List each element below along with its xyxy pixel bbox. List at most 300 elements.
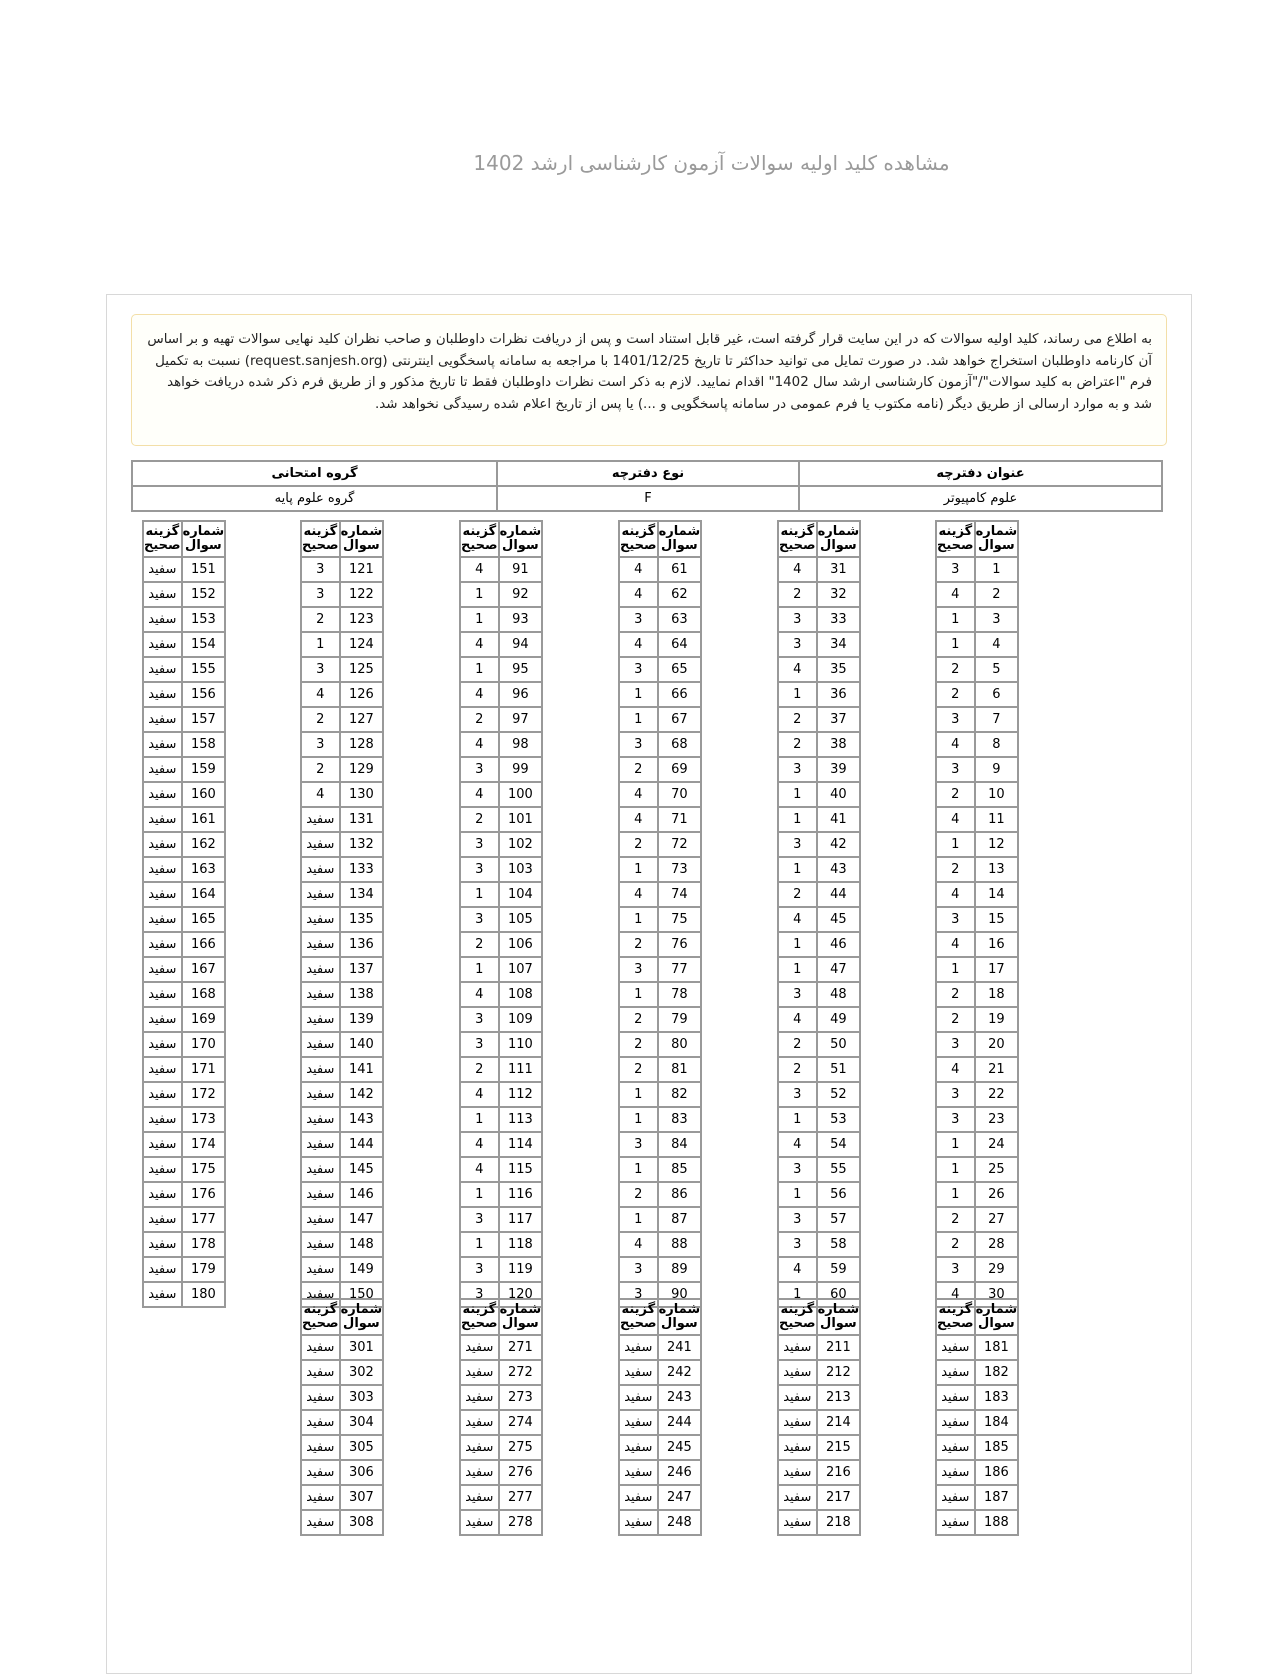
answer-row: [619, 1182, 701, 1207]
correct-option: 3: [936, 907, 975, 932]
page-title: مشاهده کلید اولیه سوالات آزمون کارشناسی ارشد 1402: [473, 151, 950, 175]
correct-option: 1: [460, 1107, 499, 1132]
correct-option: 3: [936, 557, 975, 582]
answer-row: [460, 1360, 542, 1385]
correct-option: 3: [778, 1207, 817, 1232]
question-number-header: [499, 521, 543, 557]
correct-option: سفید: [143, 1107, 182, 1132]
answer-row: [143, 582, 225, 607]
question-number: 51: [817, 1057, 861, 1082]
answer-row: [460, 807, 542, 832]
correct-option: 1: [301, 632, 340, 657]
question-header-word: شماره: [658, 524, 701, 539]
correct-option: 3: [619, 732, 658, 757]
correct-option: سفید: [460, 1335, 499, 1360]
question-number: 24: [975, 1132, 1019, 1157]
answer-row: [778, 582, 860, 607]
answer-row: [619, 1385, 701, 1410]
answer-row: [936, 1360, 1018, 1385]
correct-option: 2: [778, 1057, 817, 1082]
answer-row: [143, 957, 225, 982]
question-number: 33: [817, 607, 861, 632]
answer-key-table-151: [142, 520, 226, 1308]
answer-row: [460, 1007, 542, 1032]
correct-option: 3: [619, 657, 658, 682]
question-number: 139: [340, 1007, 384, 1032]
question-number: 138: [340, 982, 384, 1007]
correct-option: 4: [936, 807, 975, 832]
answer-key-table-121: [300, 520, 384, 1308]
question-number: 89: [658, 1257, 702, 1282]
answer-row: [936, 1257, 1018, 1282]
question-number: 133: [340, 857, 384, 882]
answer-row: [460, 1385, 542, 1410]
answer-row: [778, 1410, 860, 1435]
question-number: 114: [499, 1132, 543, 1157]
answer-row: [778, 1257, 860, 1282]
answer-row: [778, 907, 860, 932]
answer-row: [936, 1485, 1018, 1510]
question-number: 46: [817, 932, 861, 957]
correct-option: 4: [619, 582, 658, 607]
answer-row: [460, 1485, 542, 1510]
question-number: 302: [340, 1360, 384, 1385]
answer-row: [936, 1232, 1018, 1257]
question-number: 144: [340, 1132, 384, 1157]
question-number: 186: [975, 1460, 1019, 1485]
question-number: 36: [817, 682, 861, 707]
question-number: 115: [499, 1157, 543, 1182]
correct-option: 3: [460, 857, 499, 882]
answer-row: [143, 782, 225, 807]
correct-option: سفید: [143, 982, 182, 1007]
correct-option: 4: [460, 1132, 499, 1157]
correct-option: سفید: [143, 732, 182, 757]
question-number: 301: [340, 1335, 384, 1360]
answer-row: [460, 1207, 542, 1232]
correct-option: 1: [619, 982, 658, 1007]
answer-row: [936, 1007, 1018, 1032]
correct-option: 1: [460, 882, 499, 907]
correct-option: سفید: [619, 1460, 658, 1485]
answer-row: [778, 932, 860, 957]
answer-key-header-row: [936, 1299, 1018, 1335]
question-number: 151: [182, 557, 226, 582]
answer-row: [301, 707, 383, 732]
question-number: 63: [658, 607, 702, 632]
question-header-word: شماره: [817, 524, 860, 539]
correct-option: سفید: [460, 1410, 499, 1435]
answer-row: [936, 707, 1018, 732]
correct-option: 2: [778, 1032, 817, 1057]
answer-row: [778, 882, 860, 907]
question-number: 137: [340, 957, 384, 982]
correct-option: سفید: [301, 1257, 340, 1282]
answer-row: [301, 807, 383, 832]
question-number: 162: [182, 832, 226, 857]
answer-row: [619, 582, 701, 607]
answer-row: [301, 982, 383, 1007]
correct-option: سفید: [143, 582, 182, 607]
question-number: 84: [658, 1132, 702, 1157]
answer-row: [301, 1485, 383, 1510]
question-number: 27: [975, 1207, 1019, 1232]
correct-option: سفید: [301, 832, 340, 857]
question-number: 92: [499, 582, 543, 607]
question-number: 134: [340, 882, 384, 907]
answer-row: [301, 1335, 383, 1360]
question-number: 118: [499, 1232, 543, 1257]
correct-option: 3: [619, 1132, 658, 1157]
answer-row: [778, 607, 860, 632]
correct-option: 4: [460, 1082, 499, 1107]
answer-row: [460, 632, 542, 657]
correct-option: سفید: [936, 1385, 975, 1410]
answer-row: [460, 1335, 542, 1360]
answer-row: [619, 1057, 701, 1082]
answer-row: [460, 607, 542, 632]
answer-row: [619, 782, 701, 807]
question-number: 34: [817, 632, 861, 657]
correct-option: 3: [301, 657, 340, 682]
question-number: 53: [817, 1107, 861, 1132]
question-number: 68: [658, 732, 702, 757]
question-number-header: [817, 521, 861, 557]
answer-row: [619, 982, 701, 1007]
exam-group-header: گروه امتحانی: [132, 461, 497, 486]
question-number: 171: [182, 1057, 226, 1082]
answer-row: [936, 657, 1018, 682]
question-number: 22: [975, 1082, 1019, 1107]
question-header-word: شماره: [182, 524, 225, 539]
answer-row: [936, 1460, 1018, 1485]
answer-row: [143, 1032, 225, 1057]
correct-option-header: [778, 521, 817, 557]
question-header-word: شماره: [340, 1302, 383, 1317]
question-number: 88: [658, 1232, 702, 1257]
question-number-header: [658, 1299, 702, 1335]
correct-option: 3: [301, 732, 340, 757]
answer-row: [301, 782, 383, 807]
question-number: 212: [817, 1360, 861, 1385]
answer-row: [778, 807, 860, 832]
answer-row: [936, 1207, 1018, 1232]
correct-option-header: [301, 521, 340, 557]
question-number: 176: [182, 1182, 226, 1207]
answer-row: [778, 1207, 860, 1232]
answer-row: [619, 1435, 701, 1460]
correct-option: 3: [460, 1257, 499, 1282]
correct-option: 2: [460, 1057, 499, 1082]
answer-row: [936, 782, 1018, 807]
correct-option: 2: [778, 707, 817, 732]
correct-option: 3: [936, 1032, 975, 1057]
correct-option: سفید: [301, 1132, 340, 1157]
answer-row: [619, 882, 701, 907]
answer-row: [778, 757, 860, 782]
question-number: 120: [499, 1282, 543, 1307]
question-number: 158: [182, 732, 226, 757]
question-number: 71: [658, 807, 702, 832]
correct-option: سفید: [143, 807, 182, 832]
question-number: 2: [975, 582, 1019, 607]
correct-option-header: [301, 1299, 340, 1335]
answer-key-header-row: [778, 1299, 860, 1335]
correct-option: 1: [936, 1182, 975, 1207]
answer-row: [143, 1082, 225, 1107]
answer-row: [301, 1460, 383, 1485]
correct-option: 4: [460, 732, 499, 757]
answer-row: [460, 1257, 542, 1282]
question-number: 103: [499, 857, 543, 882]
question-number: 61: [658, 557, 702, 582]
question-number: 273: [499, 1385, 543, 1410]
correct-option: 2: [936, 982, 975, 1007]
answer-row: [301, 1057, 383, 1082]
question-number: 130: [340, 782, 384, 807]
answer-key-table-271: [459, 1298, 543, 1536]
question-number: 116: [499, 1182, 543, 1207]
answer-row: [143, 1132, 225, 1157]
answer-row: [460, 657, 542, 682]
answer-row: [301, 1132, 383, 1157]
answer-key-table-91: [459, 520, 543, 1308]
correct-option: سفید: [778, 1485, 817, 1510]
booklet-type-header: نوع دفترچه: [497, 461, 799, 486]
answer-row: [936, 757, 1018, 782]
correct-option: 4: [936, 882, 975, 907]
answer-row: [143, 832, 225, 857]
correct-option: 3: [936, 757, 975, 782]
answer-row: [619, 1257, 701, 1282]
answer-header-word: گزینه: [621, 524, 656, 539]
answer-key-header-row: [619, 1299, 701, 1335]
question-number: 54: [817, 1132, 861, 1157]
answer-row: [619, 757, 701, 782]
question-number: 91: [499, 557, 543, 582]
correct-option: سفید: [143, 1182, 182, 1207]
correct-option: 2: [619, 1007, 658, 1032]
question-number: 248: [658, 1510, 702, 1535]
question-number: 129: [340, 757, 384, 782]
correct-option: 1: [460, 957, 499, 982]
question-number: 108: [499, 982, 543, 1007]
correct-option: 4: [460, 782, 499, 807]
correct-option: 1: [619, 1157, 658, 1182]
question-number: 104: [499, 882, 543, 907]
correct-option: 4: [778, 557, 817, 582]
correct-option: 4: [301, 682, 340, 707]
correct-option: 3: [778, 1157, 817, 1182]
question-number: 183: [975, 1385, 1019, 1410]
correct-option: 1: [778, 1282, 817, 1307]
question-number: 110: [499, 1032, 543, 1057]
answer-row: [936, 1057, 1018, 1082]
answer-header-word: گزینه: [938, 1302, 973, 1317]
correct-option: سفید: [936, 1435, 975, 1460]
answer-row: [460, 1435, 542, 1460]
question-number: 304: [340, 1410, 384, 1435]
question-number: 122: [340, 582, 384, 607]
correct-option: 2: [619, 932, 658, 957]
question-number: 152: [182, 582, 226, 607]
correct-option: 2: [936, 682, 975, 707]
question-number: 83: [658, 1107, 702, 1132]
question-number: 121: [340, 557, 384, 582]
correct-option: سفید: [460, 1460, 499, 1485]
correct-option: سفید: [143, 1057, 182, 1082]
question-header-word: سوال: [978, 1316, 1015, 1331]
correct-option: سفید: [301, 1182, 340, 1207]
correct-option: 3: [619, 607, 658, 632]
answer-key-header-row: [778, 521, 860, 557]
question-number: 127: [340, 707, 384, 732]
question-number: 105: [499, 907, 543, 932]
correct-option: 3: [936, 1257, 975, 1282]
answer-row: [936, 1132, 1018, 1157]
correct-option: 3: [778, 1082, 817, 1107]
answer-row: [143, 882, 225, 907]
answer-row: [460, 957, 542, 982]
correct-option: سفید: [778, 1510, 817, 1535]
correct-option: سفید: [301, 1207, 340, 1232]
correct-option: سفید: [143, 1207, 182, 1232]
correct-option: 1: [460, 657, 499, 682]
answer-row: [143, 632, 225, 657]
correct-option: سفید: [301, 1082, 340, 1107]
question-number: 65: [658, 657, 702, 682]
correct-option: 4: [619, 1232, 658, 1257]
correct-option-header: [460, 521, 499, 557]
question-number: 3: [975, 607, 1019, 632]
question-number: 117: [499, 1207, 543, 1232]
answer-row: [619, 1510, 701, 1535]
answer-row: [936, 882, 1018, 907]
answer-row: [778, 832, 860, 857]
correct-option: سفید: [936, 1485, 975, 1510]
answer-row: [778, 1032, 860, 1057]
answer-row: [619, 832, 701, 857]
correct-option: 3: [460, 1032, 499, 1057]
correct-option: 3: [778, 632, 817, 657]
answer-row: [143, 1207, 225, 1232]
answer-row: [778, 632, 860, 657]
correct-option: 2: [619, 757, 658, 782]
question-number: 75: [658, 907, 702, 932]
correct-option: سفید: [301, 1057, 340, 1082]
correct-option-header: [460, 1299, 499, 1335]
question-number: 76: [658, 932, 702, 957]
answer-row: [778, 657, 860, 682]
question-number: 164: [182, 882, 226, 907]
correct-option: 1: [619, 1207, 658, 1232]
correct-option: سفید: [301, 1485, 340, 1510]
question-number: 247: [658, 1485, 702, 1510]
question-number: 128: [340, 732, 384, 757]
question-number: 147: [340, 1207, 384, 1232]
answer-row: [301, 932, 383, 957]
question-number: 16: [975, 932, 1019, 957]
correct-option: 1: [778, 857, 817, 882]
answer-row: [778, 1385, 860, 1410]
answer-row: [301, 657, 383, 682]
answer-key-table-1: [935, 520, 1019, 1308]
question-number: 167: [182, 957, 226, 982]
correct-option: 1: [778, 1107, 817, 1132]
question-number: 5: [975, 657, 1019, 682]
answer-row: [143, 907, 225, 932]
correct-option: سفید: [778, 1385, 817, 1410]
question-number: 90: [658, 1282, 702, 1307]
answer-key-header-row: [460, 1299, 542, 1335]
question-number: 143: [340, 1107, 384, 1132]
question-number: 109: [499, 1007, 543, 1032]
answer-row: [460, 557, 542, 582]
correct-option: 3: [778, 1232, 817, 1257]
answer-row: [301, 1510, 383, 1535]
correct-option: 4: [778, 1257, 817, 1282]
answer-row: [619, 632, 701, 657]
question-number: 72: [658, 832, 702, 857]
answer-row: [460, 707, 542, 732]
question-number: 244: [658, 1410, 702, 1435]
correct-option: سفید: [301, 957, 340, 982]
answer-row: [460, 1032, 542, 1057]
answer-row: [143, 807, 225, 832]
answer-row: [460, 757, 542, 782]
question-number: 175: [182, 1157, 226, 1182]
question-number: 140: [340, 1032, 384, 1057]
correct-option: 3: [301, 557, 340, 582]
answer-row: [301, 1257, 383, 1282]
question-number: 132: [340, 832, 384, 857]
booklet-title-header: عنوان دفترچه: [799, 461, 1162, 486]
question-number: 274: [499, 1410, 543, 1435]
correct-option: 1: [619, 682, 658, 707]
answer-row: [301, 682, 383, 707]
answer-row: [936, 807, 1018, 832]
question-number: 30: [975, 1282, 1019, 1307]
question-number: 165: [182, 907, 226, 932]
answer-row: [460, 1057, 542, 1082]
correct-option: 2: [936, 1232, 975, 1257]
answer-row: [301, 1435, 383, 1460]
correct-option-header: [936, 1299, 975, 1335]
correct-option: 1: [619, 857, 658, 882]
answer-row: [778, 732, 860, 757]
answer-row: [143, 1182, 225, 1207]
answer-row: [936, 1410, 1018, 1435]
answer-row: [301, 907, 383, 932]
answer-row: [143, 982, 225, 1007]
question-number: 57: [817, 1207, 861, 1232]
answer-header-word: گزینه: [145, 524, 180, 539]
answer-row: [619, 1132, 701, 1157]
question-header-word: سوال: [978, 538, 1015, 553]
correct-option: 4: [936, 582, 975, 607]
question-number: 95: [499, 657, 543, 682]
answer-row: [460, 832, 542, 857]
answer-row: [619, 1157, 701, 1182]
question-number: 156: [182, 682, 226, 707]
answer-row: [460, 932, 542, 957]
correct-option: 1: [460, 582, 499, 607]
answer-header-word: صحیح: [779, 538, 816, 553]
correct-option-header: [778, 1299, 817, 1335]
question-number: 101: [499, 807, 543, 832]
correct-option: سفید: [460, 1385, 499, 1410]
answer-row: [301, 732, 383, 757]
